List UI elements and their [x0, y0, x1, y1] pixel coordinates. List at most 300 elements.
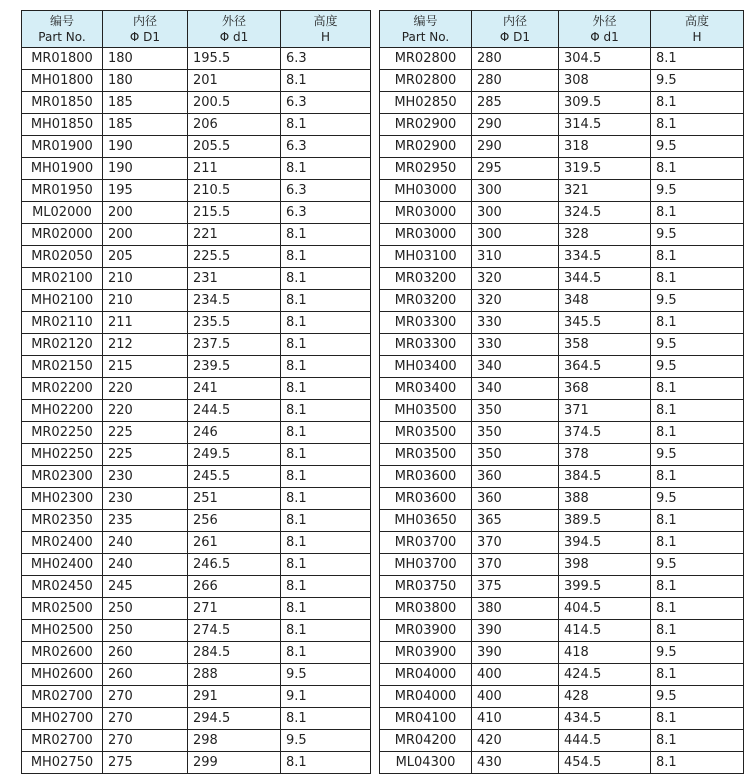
part-no-cell: MR03750 [380, 576, 472, 598]
part-no-cell: MR01850 [22, 92, 103, 114]
table-row [380, 488, 744, 510]
table-row [22, 686, 371, 708]
height-cell: 8.1 [281, 532, 371, 554]
outer-diameter-cell: 418 [559, 642, 651, 664]
inner-diameter-cell: 365 [472, 510, 559, 532]
part-no-cell: MR02350 [22, 510, 103, 532]
part-no-cell: MR02100 [22, 268, 103, 290]
height-cell: 8.1 [281, 466, 371, 488]
height-cell: 9.5 [281, 730, 371, 752]
height-cell: 6.3 [281, 180, 371, 202]
spec-table-right [379, 10, 744, 774]
table-row [22, 664, 371, 686]
part-no-cell: MH03400 [380, 356, 472, 378]
inner-diameter-cell: 190 [103, 136, 188, 158]
part-no-cell: MR02700 [22, 686, 103, 708]
table-row [22, 422, 371, 444]
outer-diameter-cell: 444.5 [559, 730, 651, 752]
outer-diameter-cell: 334.5 [559, 246, 651, 268]
part-no-cell: MH03000 [380, 180, 472, 202]
outer-diameter-cell: 309.5 [559, 92, 651, 114]
outer-diameter-cell: 256 [188, 510, 281, 532]
table-row [22, 510, 371, 532]
table-row [380, 334, 744, 356]
table-row [22, 444, 371, 466]
outer-diameter-cell: 399.5 [559, 576, 651, 598]
part-no-cell: MH02750 [22, 752, 103, 774]
part-no-cell: MH02600 [22, 664, 103, 686]
table-row [380, 136, 744, 158]
inner-diameter-cell: 290 [472, 114, 559, 136]
outer-diameter-cell: 364.5 [559, 356, 651, 378]
height-cell: 9.5 [651, 554, 744, 576]
outer-diameter-cell: 201 [188, 70, 281, 92]
part-no-cell: MH03500 [380, 400, 472, 422]
outer-diameter-cell: 210.5 [188, 180, 281, 202]
height-cell: 9.5 [651, 136, 744, 158]
part-no-cell: ML02000 [22, 202, 103, 224]
part-no-cell: MR03900 [380, 642, 472, 664]
outer-diameter-cell: 288 [188, 664, 281, 686]
part-no-cell: MH02100 [22, 290, 103, 312]
outer-diameter-cell: 211 [188, 158, 281, 180]
inner-diameter-cell: 330 [472, 312, 559, 334]
height-cell: 6.3 [281, 202, 371, 224]
outer-diameter-cell: 394.5 [559, 532, 651, 554]
part-no-cell: MR03000 [380, 202, 472, 224]
outer-diameter-cell: 424.5 [559, 664, 651, 686]
part-no-cell: MR02900 [380, 114, 472, 136]
outer-diameter-cell: 298 [188, 730, 281, 752]
outer-diameter-cell: 271 [188, 598, 281, 620]
height-cell: 8.1 [281, 70, 371, 92]
outer-diameter-cell: 319.5 [559, 158, 651, 180]
part-no-cell: MH02250 [22, 444, 103, 466]
table-row [22, 290, 371, 312]
outer-diameter-cell: 384.5 [559, 466, 651, 488]
height-cell: 6.3 [281, 136, 371, 158]
part-no-cell: MH01800 [22, 70, 103, 92]
inner-diameter-cell: 210 [103, 290, 188, 312]
height-cell: 6.3 [281, 48, 371, 70]
inner-diameter-cell: 250 [103, 598, 188, 620]
table-row [22, 576, 371, 598]
inner-diameter-cell: 260 [103, 664, 188, 686]
table-row [380, 48, 744, 70]
table-row [380, 158, 744, 180]
inner-diameter-cell: 340 [472, 378, 559, 400]
inner-diameter-cell: 300 [472, 180, 559, 202]
header-row [380, 11, 744, 48]
height-cell: 8.1 [281, 268, 371, 290]
height-cell: 8.1 [651, 532, 744, 554]
outer-diameter-cell: 324.5 [559, 202, 651, 224]
height-cell: 8.1 [281, 356, 371, 378]
part-no-cell: MH03700 [380, 554, 472, 576]
inner-diameter-cell: 400 [472, 664, 559, 686]
inner-diameter-cell: 295 [472, 158, 559, 180]
outer-diameter-cell: 241 [188, 378, 281, 400]
height-cell: 8.1 [281, 510, 371, 532]
part-no-cell: MR02050 [22, 246, 103, 268]
inner-diameter-cell: 270 [103, 730, 188, 752]
part-no-cell: MR02200 [22, 378, 103, 400]
part-no-cell: MH02850 [380, 92, 472, 114]
outer-diameter-cell: 200.5 [188, 92, 281, 114]
header-part-no: 编号 Part No. [380, 11, 472, 48]
inner-diameter-cell: 212 [103, 334, 188, 356]
inner-diameter-cell: 225 [103, 444, 188, 466]
height-cell: 8.1 [651, 378, 744, 400]
table-row [22, 532, 371, 554]
part-no-cell: MR03900 [380, 620, 472, 642]
outer-diameter-cell: 291 [188, 686, 281, 708]
table-row [22, 356, 371, 378]
height-cell: 8.1 [281, 422, 371, 444]
inner-diameter-cell: 270 [103, 686, 188, 708]
height-cell: 8.1 [281, 246, 371, 268]
table-row [380, 598, 744, 620]
height-cell: 9.5 [651, 290, 744, 312]
part-no-cell: MR04000 [380, 664, 472, 686]
table-row [380, 642, 744, 664]
height-cell: 8.1 [281, 290, 371, 312]
table-row [380, 356, 744, 378]
part-no-cell: MH03100 [380, 246, 472, 268]
part-no-cell: MR02500 [22, 598, 103, 620]
height-cell: 8.1 [281, 620, 371, 642]
outer-diameter-cell: 308 [559, 70, 651, 92]
outer-diameter-cell: 246 [188, 422, 281, 444]
table-row [380, 466, 744, 488]
height-cell: 8.1 [281, 114, 371, 136]
table-row [22, 202, 371, 224]
height-cell: 8.1 [281, 488, 371, 510]
height-cell: 6.3 [281, 92, 371, 114]
inner-diameter-cell: 205 [103, 246, 188, 268]
inner-diameter-cell: 320 [472, 290, 559, 312]
height-cell: 8.1 [651, 158, 744, 180]
height-cell: 8.1 [651, 576, 744, 598]
part-no-cell: MR01800 [22, 48, 103, 70]
height-cell: 9.5 [651, 488, 744, 510]
inner-diameter-cell: 225 [103, 422, 188, 444]
table-row [22, 730, 371, 752]
inner-diameter-cell: 390 [472, 620, 559, 642]
table-row [22, 158, 371, 180]
inner-diameter-cell: 185 [103, 114, 188, 136]
part-no-cell: MH02400 [22, 554, 103, 576]
table-row [380, 202, 744, 224]
inner-diameter-cell: 180 [103, 48, 188, 70]
part-no-cell: MH03650 [380, 510, 472, 532]
outer-diameter-cell: 221 [188, 224, 281, 246]
inner-diameter-cell: 400 [472, 686, 559, 708]
table-row [380, 576, 744, 598]
table-row [380, 510, 744, 532]
table-row [380, 532, 744, 554]
height-cell: 9.5 [651, 642, 744, 664]
table-row [22, 708, 371, 730]
part-no-cell: MR02600 [22, 642, 103, 664]
outer-diameter-cell: 266 [188, 576, 281, 598]
table-row [22, 378, 371, 400]
outer-diameter-cell: 284.5 [188, 642, 281, 664]
table-row [22, 752, 371, 774]
table-row [22, 136, 371, 158]
outer-diameter-cell: 389.5 [559, 510, 651, 532]
inner-diameter-cell: 360 [472, 466, 559, 488]
table-row [22, 312, 371, 334]
part-no-cell: MR02400 [22, 532, 103, 554]
inner-diameter-cell: 290 [472, 136, 559, 158]
outer-diameter-cell: 368 [559, 378, 651, 400]
part-no-cell: MR04000 [380, 686, 472, 708]
table-row [380, 444, 744, 466]
part-no-cell: MR03200 [380, 290, 472, 312]
part-no-cell: MR03000 [380, 224, 472, 246]
table-row [380, 378, 744, 400]
height-cell: 8.1 [651, 598, 744, 620]
inner-diameter-cell: 310 [472, 246, 559, 268]
part-no-cell: MR03400 [380, 378, 472, 400]
table-row [22, 92, 371, 114]
outer-diameter-cell: 239.5 [188, 356, 281, 378]
part-no-cell: MR03500 [380, 422, 472, 444]
outer-diameter-cell: 235.5 [188, 312, 281, 334]
table-row [380, 730, 744, 752]
height-cell: 8.1 [651, 752, 744, 774]
table-row [380, 70, 744, 92]
table-row [22, 554, 371, 576]
height-cell: 8.1 [281, 708, 371, 730]
inner-diameter-cell: 185 [103, 92, 188, 114]
height-cell: 8.1 [281, 158, 371, 180]
inner-diameter-cell: 410 [472, 708, 559, 730]
outer-diameter-cell: 304.5 [559, 48, 651, 70]
inner-diameter-cell: 230 [103, 488, 188, 510]
outer-diameter-cell: 454.5 [559, 752, 651, 774]
part-no-cell: MR02700 [22, 730, 103, 752]
inner-diameter-cell: 240 [103, 554, 188, 576]
inner-diameter-cell: 390 [472, 642, 559, 664]
height-cell: 9.5 [651, 224, 744, 246]
part-no-cell: MR03300 [380, 312, 472, 334]
inner-diameter-cell: 180 [103, 70, 188, 92]
part-no-cell: MH01850 [22, 114, 103, 136]
outer-diameter-cell: 274.5 [188, 620, 281, 642]
height-cell: 8.1 [651, 664, 744, 686]
height-cell: 9.5 [281, 664, 371, 686]
header-outer-diameter: 外径 Φ d1 [188, 11, 281, 48]
inner-diameter-cell: 260 [103, 642, 188, 664]
part-no-cell: MR02800 [380, 48, 472, 70]
table-row [380, 246, 744, 268]
inner-diameter-cell: 240 [103, 532, 188, 554]
table-row [380, 554, 744, 576]
table-row [22, 488, 371, 510]
inner-diameter-cell: 235 [103, 510, 188, 532]
inner-diameter-cell: 195 [103, 180, 188, 202]
inner-diameter-cell: 350 [472, 422, 559, 444]
inner-diameter-cell: 380 [472, 598, 559, 620]
outer-diameter-cell: 314.5 [559, 114, 651, 136]
part-no-cell: MR01950 [22, 180, 103, 202]
height-cell: 8.1 [281, 598, 371, 620]
spec-table-left [21, 10, 371, 774]
height-cell: 8.1 [651, 246, 744, 268]
outer-diameter-cell: 261 [188, 532, 281, 554]
header-height: 高度 H [281, 11, 371, 48]
inner-diameter-cell: 275 [103, 752, 188, 774]
outer-diameter-cell: 206 [188, 114, 281, 136]
inner-diameter-cell: 200 [103, 202, 188, 224]
part-no-cell: MR03800 [380, 598, 472, 620]
part-no-cell: MH02300 [22, 488, 103, 510]
part-no-cell: MR02300 [22, 466, 103, 488]
inner-diameter-cell: 190 [103, 158, 188, 180]
height-cell: 8.1 [281, 312, 371, 334]
outer-diameter-cell: 195.5 [188, 48, 281, 70]
height-cell: 8.1 [651, 48, 744, 70]
inner-diameter-cell: 270 [103, 708, 188, 730]
outer-diameter-cell: 249.5 [188, 444, 281, 466]
part-no-cell: MR02950 [380, 158, 472, 180]
header-height: 高度 H [651, 11, 744, 48]
inner-diameter-cell: 330 [472, 334, 559, 356]
part-no-cell: MR04100 [380, 708, 472, 730]
height-cell: 8.1 [281, 400, 371, 422]
inner-diameter-cell: 350 [472, 444, 559, 466]
outer-diameter-cell: 371 [559, 400, 651, 422]
table-row [22, 642, 371, 664]
inner-diameter-cell: 300 [472, 224, 559, 246]
outer-diameter-cell: 205.5 [188, 136, 281, 158]
table-row [22, 48, 371, 70]
height-cell: 9.5 [651, 686, 744, 708]
outer-diameter-cell: 299 [188, 752, 281, 774]
inner-diameter-cell: 280 [472, 70, 559, 92]
height-cell: 9.1 [281, 686, 371, 708]
height-cell: 8.1 [651, 114, 744, 136]
part-no-cell: MR02120 [22, 334, 103, 356]
table-row [380, 92, 744, 114]
outer-diameter-cell: 344.5 [559, 268, 651, 290]
part-no-cell: MR02250 [22, 422, 103, 444]
inner-diameter-cell: 220 [103, 378, 188, 400]
part-no-cell: MR01900 [22, 136, 103, 158]
table-row [380, 752, 744, 774]
outer-diameter-cell: 328 [559, 224, 651, 246]
table-row [22, 224, 371, 246]
table-row [380, 620, 744, 642]
table-row [380, 664, 744, 686]
height-cell: 8.1 [281, 554, 371, 576]
height-cell: 8.1 [651, 92, 744, 114]
part-no-cell: MR04200 [380, 730, 472, 752]
outer-diameter-cell: 358 [559, 334, 651, 356]
inner-diameter-cell: 285 [472, 92, 559, 114]
height-cell: 8.1 [651, 312, 744, 334]
inner-diameter-cell: 300 [472, 202, 559, 224]
table-row [380, 400, 744, 422]
inner-diameter-cell: 430 [472, 752, 559, 774]
outer-diameter-cell: 251 [188, 488, 281, 510]
outer-diameter-cell: 428 [559, 686, 651, 708]
height-cell: 8.1 [651, 510, 744, 532]
part-no-cell: MR02800 [380, 70, 472, 92]
table-row [380, 708, 744, 730]
height-cell: 8.1 [281, 642, 371, 664]
height-cell: 8.1 [651, 268, 744, 290]
table-row [22, 246, 371, 268]
height-cell: 9.5 [651, 334, 744, 356]
outer-diameter-cell: 398 [559, 554, 651, 576]
header-part-no: 编号 Part No. [22, 11, 103, 48]
header-inner-diameter: 内径 Φ D1 [472, 11, 559, 48]
header-inner-diameter: 内径 Φ D1 [103, 11, 188, 48]
inner-diameter-cell: 370 [472, 532, 559, 554]
height-cell: 9.5 [651, 180, 744, 202]
outer-diameter-cell: 225.5 [188, 246, 281, 268]
part-no-cell: MR03700 [380, 532, 472, 554]
outer-diameter-cell: 345.5 [559, 312, 651, 334]
part-no-cell: MR02150 [22, 356, 103, 378]
part-no-cell: MH02700 [22, 708, 103, 730]
inner-diameter-cell: 375 [472, 576, 559, 598]
inner-diameter-cell: 245 [103, 576, 188, 598]
inner-diameter-cell: 200 [103, 224, 188, 246]
height-cell: 8.1 [651, 730, 744, 752]
height-cell: 9.5 [651, 70, 744, 92]
height-cell: 8.1 [281, 752, 371, 774]
part-no-cell: ML04300 [380, 752, 472, 774]
inner-diameter-cell: 280 [472, 48, 559, 70]
table-row [380, 268, 744, 290]
inner-diameter-cell: 230 [103, 466, 188, 488]
table-row [380, 180, 744, 202]
header-outer-diameter: 外径 Φ d1 [559, 11, 651, 48]
height-cell: 9.5 [651, 444, 744, 466]
table-row [22, 400, 371, 422]
outer-diameter-cell: 237.5 [188, 334, 281, 356]
outer-diameter-cell: 234.5 [188, 290, 281, 312]
height-cell: 8.1 [651, 466, 744, 488]
part-no-cell: MR02900 [380, 136, 472, 158]
part-no-cell: MR03600 [380, 466, 472, 488]
height-cell: 8.1 [281, 378, 371, 400]
outer-diameter-cell: 434.5 [559, 708, 651, 730]
outer-diameter-cell: 318 [559, 136, 651, 158]
height-cell: 8.1 [281, 444, 371, 466]
table-row [22, 180, 371, 202]
part-no-cell: MH02200 [22, 400, 103, 422]
inner-diameter-cell: 340 [472, 356, 559, 378]
outer-diameter-cell: 321 [559, 180, 651, 202]
inner-diameter-cell: 320 [472, 268, 559, 290]
table-row [22, 620, 371, 642]
table-row [22, 466, 371, 488]
height-cell: 9.5 [651, 356, 744, 378]
outer-diameter-cell: 404.5 [559, 598, 651, 620]
table-row [380, 224, 744, 246]
outer-diameter-cell: 215.5 [188, 202, 281, 224]
height-cell: 8.1 [651, 422, 744, 444]
outer-diameter-cell: 414.5 [559, 620, 651, 642]
table-row [22, 268, 371, 290]
outer-diameter-cell: 374.5 [559, 422, 651, 444]
outer-diameter-cell: 388 [559, 488, 651, 510]
